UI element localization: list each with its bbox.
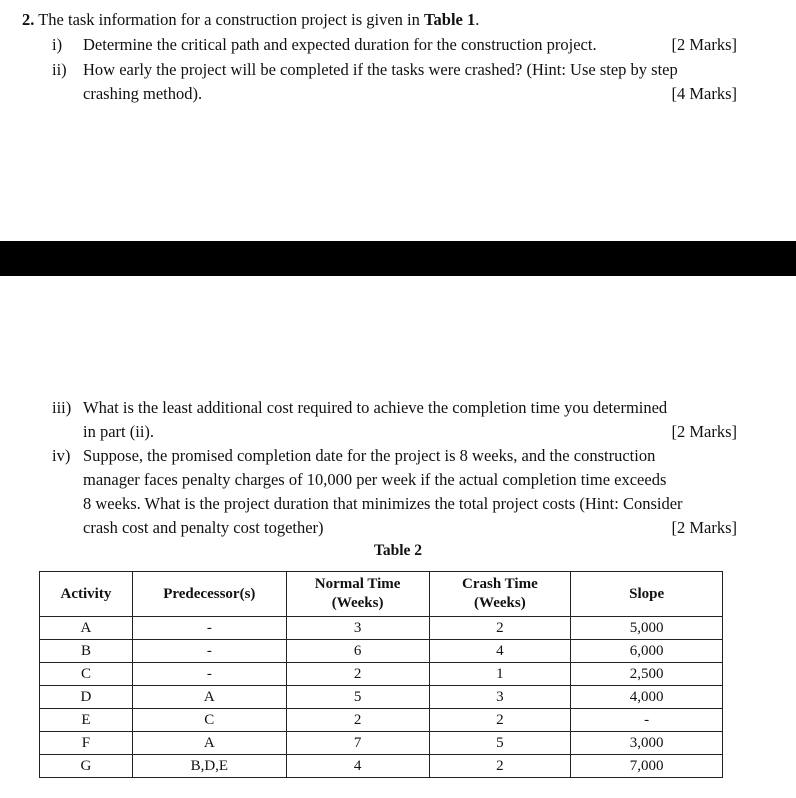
table-title: Table 2 xyxy=(373,542,423,559)
table-header-row xyxy=(40,572,723,617)
table-row xyxy=(40,663,723,686)
cell-activity: F xyxy=(40,732,133,755)
cell-slope: 7,000 xyxy=(571,755,723,778)
part-ii-label: ii) xyxy=(52,60,67,79)
question-intro-table-ref: Table 1 xyxy=(424,10,476,29)
cell-predecessors: - xyxy=(132,617,286,640)
header-slope: Slope xyxy=(571,572,723,617)
part-ii-marks: [4 Marks] xyxy=(671,84,737,103)
cell-crash-time: 3 xyxy=(429,686,571,709)
question-intro-end: . xyxy=(475,10,480,29)
part-iii-line-2: in part (ii). xyxy=(83,422,155,441)
cell-normal-time: 7 xyxy=(286,732,429,755)
cell-normal-time: 2 xyxy=(286,709,429,732)
header-normal-time xyxy=(286,572,429,617)
cell-crash-time: 4 xyxy=(429,640,571,663)
cell-activity: B xyxy=(40,640,133,663)
cell-predecessors: A xyxy=(132,732,286,755)
header-predecessors: Predecessor(s) xyxy=(132,572,286,617)
question-number: 2. xyxy=(22,10,35,29)
cell-activity: G xyxy=(40,755,133,778)
header-normal-time-line-1: Normal Time xyxy=(314,576,401,592)
part-iii-label: iii) xyxy=(52,398,72,417)
header-activity: Activity xyxy=(40,572,133,617)
table-row xyxy=(40,709,723,732)
cell-crash-time: 5 xyxy=(429,732,571,755)
cell-normal-time: 3 xyxy=(286,617,429,640)
part-iv-label: iv) xyxy=(52,446,71,465)
table-row xyxy=(40,617,723,640)
cell-predecessors: B,D,E xyxy=(132,755,286,778)
cell-normal-time: 2 xyxy=(286,663,429,686)
cell-normal-time: 6 xyxy=(286,640,429,663)
cell-activity: E xyxy=(40,709,133,732)
part-i-line-1: Determine the critical path and expected duration for the construction project. xyxy=(83,35,597,54)
part-ii-line-1: How early the project will be completed if the tasks were crashed? (Hint: Use step by step xyxy=(83,60,678,79)
part-iii-line-1: What is the least additional cost required to achieve the completion time you determined xyxy=(83,398,668,417)
cell-slope: - xyxy=(571,709,723,732)
cell-crash-time: 2 xyxy=(429,755,571,778)
cell-predecessors: A xyxy=(132,686,286,709)
header-crash-time-line-1: Crash Time xyxy=(462,576,538,592)
cell-predecessors: - xyxy=(132,663,286,686)
cell-slope: 6,000 xyxy=(571,640,723,663)
cell-crash-time: 1 xyxy=(429,663,571,686)
cell-predecessors: C xyxy=(132,709,286,732)
part-iv-line-1: Suppose, the promised completion date for the project is 8 weeks, and the construction xyxy=(83,446,656,465)
cell-normal-time: 5 xyxy=(286,686,429,709)
cell-activity: C xyxy=(40,663,133,686)
header-crash-time xyxy=(429,572,571,617)
table-row xyxy=(40,755,723,778)
cell-crash-time: 2 xyxy=(429,709,571,732)
part-iv-marks: [2 Marks] xyxy=(671,518,737,537)
cell-activity: D xyxy=(40,686,133,709)
cell-predecessors: - xyxy=(132,640,286,663)
part-i-marks: [2 Marks] xyxy=(671,35,737,54)
cell-slope: 5,000 xyxy=(571,617,723,640)
redaction-bar xyxy=(0,241,796,276)
part-iv-line-4: crash cost and penalty cost together) xyxy=(83,518,324,537)
header-crash-time-line-2: (Weeks) xyxy=(474,595,526,611)
part-iii-marks: [2 Marks] xyxy=(671,422,737,441)
part-iv-line-2: manager faces penalty charges of 10,000 per week if the actual completion time exceeds xyxy=(83,470,667,489)
header-normal-time-line-2: (Weeks) xyxy=(331,595,384,611)
table-row xyxy=(40,686,723,709)
part-i-label: i) xyxy=(52,35,63,54)
cell-normal-time: 4 xyxy=(286,755,429,778)
question-intro-text: The task information for a construction project is given in xyxy=(38,10,425,29)
part-ii-line-2: crashing method). xyxy=(83,84,203,103)
cell-slope: 3,000 xyxy=(571,732,723,755)
table-row xyxy=(40,640,723,663)
part-iv-line-3: 8 weeks. What is the project duration that minimizes the total project costs (Hint: Consider xyxy=(83,494,683,513)
cell-crash-time: 2 xyxy=(429,617,571,640)
table-row xyxy=(40,732,723,755)
task-table xyxy=(39,571,723,778)
cell-slope: 2,500 xyxy=(571,663,723,686)
cell-slope: 4,000 xyxy=(571,686,723,709)
question-header xyxy=(22,10,479,30)
cell-activity: A xyxy=(40,617,133,640)
